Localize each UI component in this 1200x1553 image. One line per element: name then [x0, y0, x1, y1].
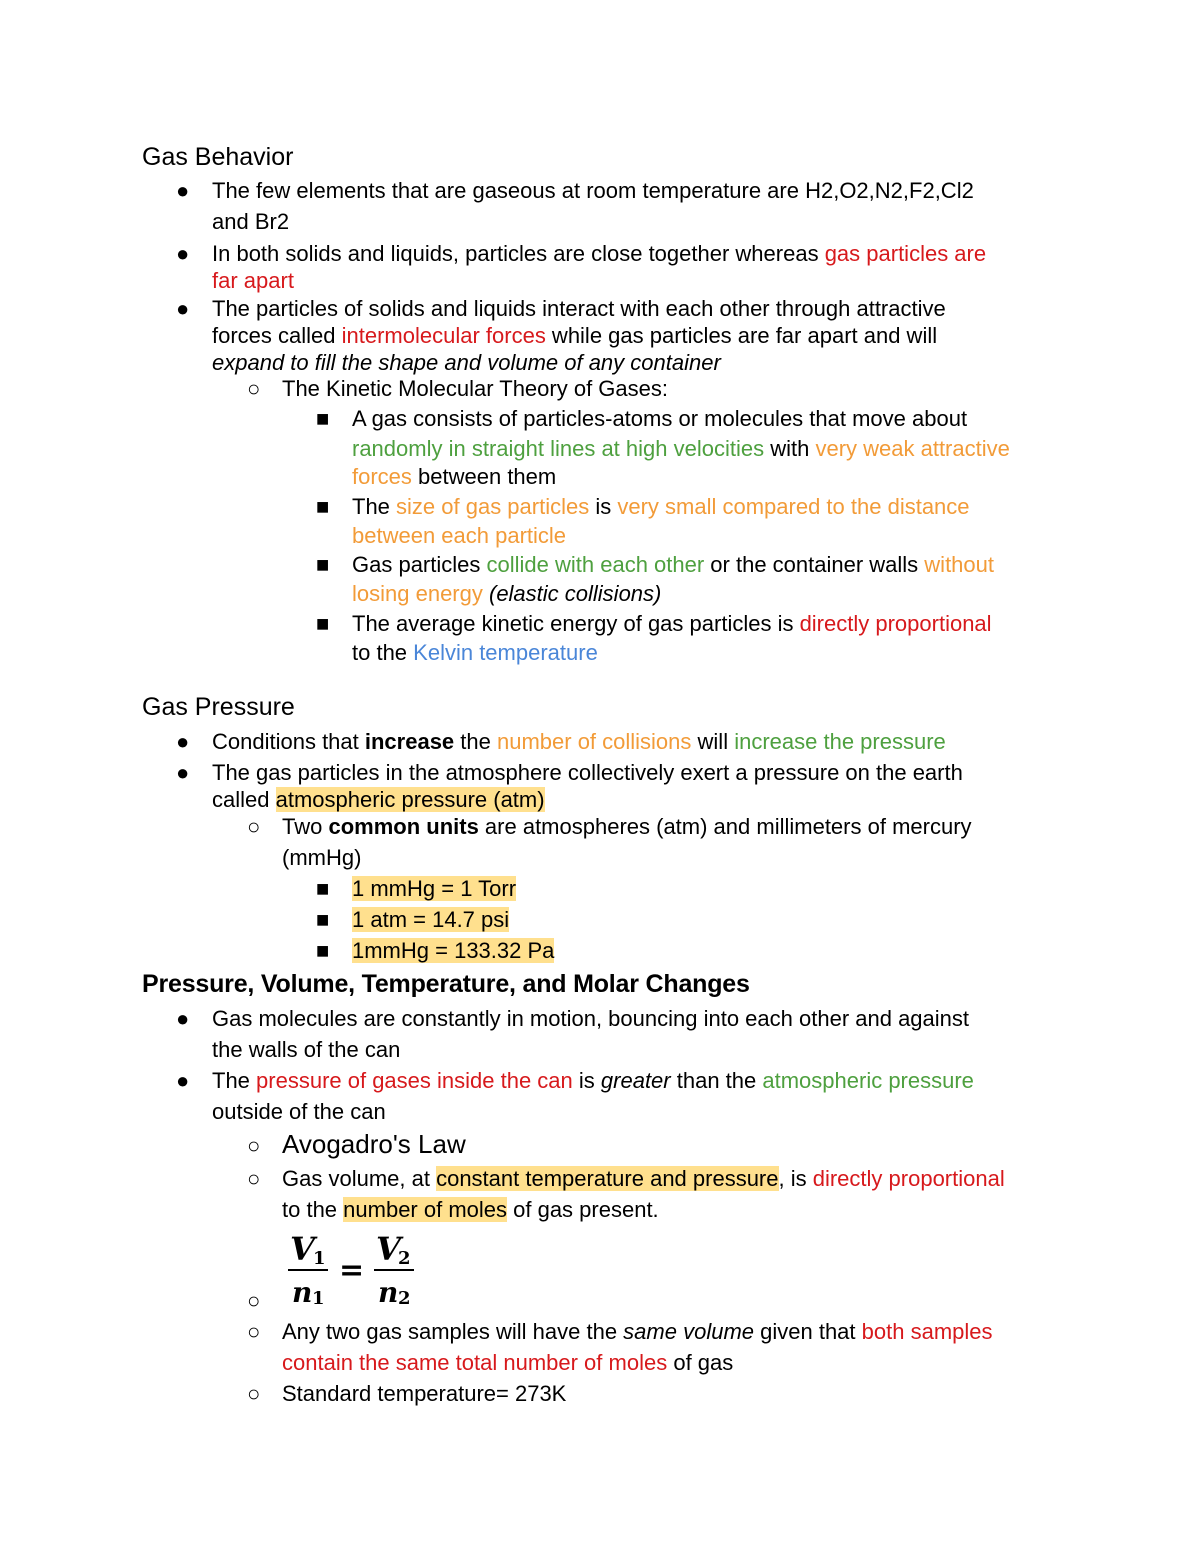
unit-conversion: 1mmHg = 133.32 Pa	[352, 938, 555, 963]
formula-n2-subscript: 2	[398, 1288, 411, 1309]
sub-list-item-continued: (mmHg)	[282, 845, 362, 870]
sub-list-item-continued: to the number of moles of gas present.	[282, 1197, 659, 1222]
sub-list-item: Any two gas samples will have the same volume given that both samples	[282, 1319, 993, 1344]
list-item: The gas particles in the atmosphere collectively exert a pressure on the earth	[212, 760, 963, 785]
bullet-square: ■	[316, 876, 330, 901]
bullet-square: ■	[316, 494, 330, 519]
sub-sub-item-continued: between each particle	[352, 523, 567, 548]
list-item-continued: called atmospheric pressure (atm)	[212, 787, 545, 812]
sub-sub-item-continued: randomly in straight lines at high velocities with very weak attractive	[352, 436, 1010, 461]
bullet-dot: ●	[176, 296, 190, 321]
list-item-continued: far apart	[212, 268, 294, 293]
list-item: Conditions that increase the number of collisions will increase the pressure	[212, 729, 946, 754]
formula-n1: n	[292, 1276, 313, 1309]
unit-conversion: 1 mmHg = 1 Torr	[352, 876, 517, 901]
list-item: The particles of solids and liquids interact with each other through attractive	[212, 296, 946, 321]
unit-conversion: 1 atm = 14.7 psi	[352, 907, 510, 932]
formula-v1: V	[290, 1230, 315, 1268]
sub-list-item: Standard temperature= 273K	[282, 1381, 567, 1406]
bullet-square: ■	[316, 938, 330, 963]
formula-v1-subscript: 1	[313, 1248, 326, 1269]
list-item-continued: expand to fill the shape and volume of any container	[212, 350, 721, 375]
list-item-continued: outside of the can	[212, 1099, 386, 1124]
bullet-dot: ●	[176, 760, 190, 785]
bullet-dot: ●	[176, 241, 190, 266]
list-item-continued: forces called intermolecular forces while gas particles are far apart and will	[212, 323, 938, 348]
heading-gas-behavior: Gas Behavior	[142, 143, 294, 171]
sub-sub-item: A gas consists of particles-atoms or molecules that move about	[352, 406, 968, 431]
bullet-dot: ●	[176, 729, 190, 754]
sub-sub-item-continued: forces between them	[352, 464, 557, 489]
avogadro-formula	[286, 1230, 426, 1310]
sub-sub-item: The size of gas particles is very small compared to the distance	[352, 494, 970, 519]
bullet-circle: ○	[247, 814, 261, 839]
formula-n1-subscript: 1	[312, 1288, 325, 1309]
bullet-dot: ●	[176, 178, 190, 203]
sub-list-item: The Kinetic Molecular Theory of Gases:	[282, 376, 668, 401]
list-item: Gas molecules are constantly in motion, bouncing into each other and against	[212, 1006, 970, 1031]
heading-gas-pressure: Gas Pressure	[142, 693, 295, 721]
sub-list-item-continued: contain the same total number of moles of gas	[282, 1350, 734, 1375]
list-item-continued: the walls of the can	[212, 1037, 401, 1062]
sub-list-item: Gas volume, at constant temperature and pressure, is directly proportional	[282, 1166, 1005, 1191]
sub-list-item: Two common units are atmospheres (atm) and millimeters of mercury	[282, 814, 972, 839]
list-item-continued: and Br2	[212, 209, 290, 234]
formula-n2: n	[378, 1276, 399, 1309]
sub-sub-item-continued: losing energy (elastic collisions)	[352, 581, 662, 606]
list-item: The few elements that are gaseous at room temperature are H2,O2,N2,F2,Cl2	[212, 178, 974, 203]
bullet-square: ■	[316, 611, 330, 636]
bullet-square: ■	[316, 552, 330, 577]
heading-pvt-molar-changes: Pressure, Volume, Temperature, and Molar Changes	[142, 970, 750, 998]
formula-equals: =	[339, 1253, 365, 1288]
list-item: In both solids and liquids, particles are close together whereas gas particles are	[212, 241, 987, 266]
bullet-square: ■	[316, 907, 330, 932]
bullet-circle: ○	[247, 376, 261, 401]
bullet-circle: ○	[247, 1288, 261, 1313]
formula-v2: V	[376, 1230, 401, 1268]
avogadros-law-heading: Avogadro's Law	[282, 1129, 466, 1159]
bullet-circle: ○	[247, 1381, 261, 1406]
bullet-circle: ○	[247, 1133, 261, 1158]
list-item: The pressure of gases inside the can is greater than the atmospheric pressure	[212, 1068, 974, 1093]
sub-sub-item: Gas particles collide with each other or the container walls without	[352, 552, 995, 577]
bullet-square: ■	[316, 406, 330, 431]
bullet-circle: ○	[247, 1319, 261, 1344]
formula-v2-subscript: 2	[398, 1248, 411, 1269]
sub-sub-item-continued: to the Kelvin temperature	[352, 640, 598, 665]
bullet-dot: ●	[176, 1006, 190, 1031]
bullet-dot: ●	[176, 1068, 190, 1093]
bullet-circle: ○	[247, 1166, 261, 1191]
sub-sub-item: The average kinetic energy of gas particles is directly proportional	[352, 611, 992, 636]
